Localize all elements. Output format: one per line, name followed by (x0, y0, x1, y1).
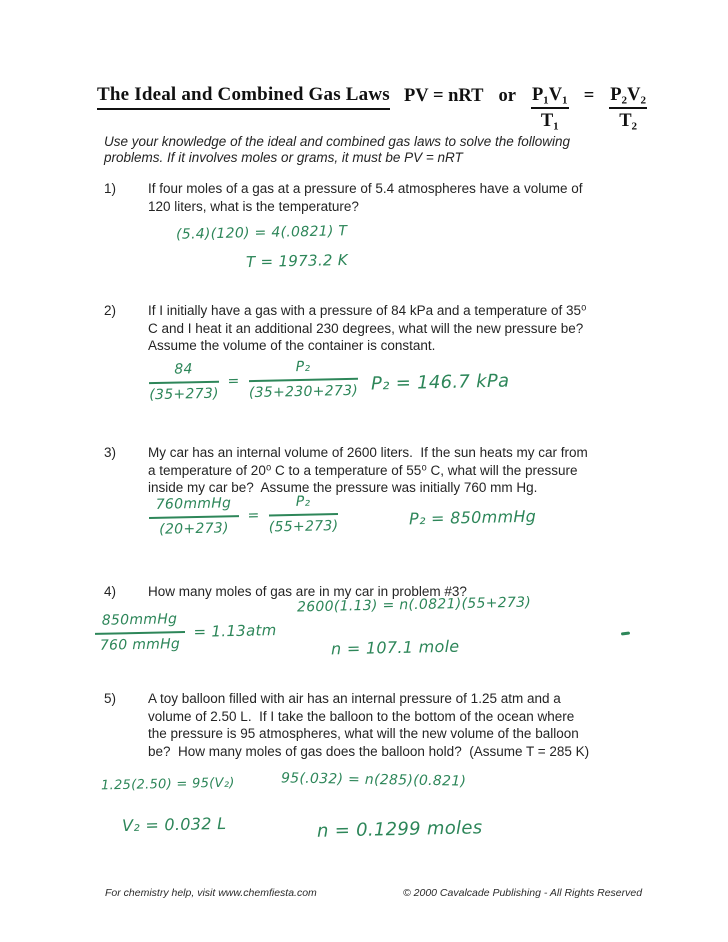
handwritten-p3-fraction-2: $\frac{\text{P₂}}{(55+273)}$ (268, 493, 339, 536)
stray-ink-mark (621, 631, 630, 635)
gas-law-formula (404, 84, 647, 133)
problem-2-text: If I initially have a gas with a pressure of 84 kPa and a temperature of 35⁰ C and I heat it an additional 230 degrees, what will the new pressure be? Assume the volume of the container is constant. (148, 303, 587, 354)
handwritten-p2-answer: P₂ = 146.7 kPa (370, 370, 510, 395)
handwritten-p3-answer: P₂ = 850mmHg (408, 506, 537, 529)
footer-copyright: © 2000 Cavalcade Publishing - All Rights Reserved (403, 887, 643, 899)
problem-1-number: 1) (104, 181, 117, 196)
problem-1-text: If four moles of a gas at a pressure of 5.4 atmospheres have a volume of 120 liters, what is the temperature? (148, 181, 583, 214)
handwritten-p5-right-equation: 95(.032) = n(285)(0.821) (280, 770, 467, 790)
combined-gas-fraction-2: $\frac{\text{P₂V₂}}{\text{T₂}}$ (610, 85, 647, 131)
handwritten-p4-equation: 2600(1.13) = n(.0821)(55+273) (296, 594, 532, 616)
combined-gas-fraction-1: $\frac{\text{P₁V₁}}{\text{T₁}}$ (531, 85, 568, 131)
handwritten-p5-right-answer: n = 0.1299 moles (316, 817, 483, 842)
handwritten-p2-equals: = (227, 373, 240, 390)
handwritten-p4-conversion-result: = 1.13atm (193, 621, 277, 641)
page-title: The Ideal and Combined Gas Laws (97, 84, 390, 110)
footer-help-text: For chemistry help, visit www.chemfiesta.com (105, 887, 317, 899)
handwritten-p3-work (149, 492, 339, 540)
problem-2-number: 2) (104, 303, 117, 318)
handwritten-p4-conversion (95, 608, 278, 656)
handwritten-p2-work (149, 357, 359, 405)
problem-5 (104, 690, 589, 760)
handwritten-p4-answer: n = 107.1 mole (330, 636, 460, 659)
handwritten-p2-fraction-1: $\frac{84}{(35+273)}$ (149, 361, 220, 404)
problem-3 (104, 444, 588, 497)
problem-3-number: 3) (104, 445, 117, 460)
formula-or: or (498, 86, 516, 106)
handwritten-p2-fraction-2: $\frac{\text{P₂}}{(35+230+273)}$ (248, 358, 359, 402)
problem-3-text: My car has an internal volume of 2600 liters. If the sun heats my car from a temperature of 20⁰ C to a temperature of 55⁰ C, what will the pressure inside my car be? Assume the pressure was initially 760 mm Hg. (148, 445, 588, 496)
handwritten-p5-left-equation: 1.25(2.50) = 95(V₂) (100, 775, 235, 794)
ideal-gas-formula: PV = nRT (404, 86, 484, 106)
handwritten-p4-fraction: 850mmHg 760 mmHg (95, 610, 185, 656)
handwritten-p3-fraction-1: 760mmHg (20+273) (149, 494, 239, 540)
problem-2 (104, 302, 586, 355)
problem-4-text: How many moles of gas are in my car in problem #3? (148, 584, 467, 599)
problem-5-number: 5) (104, 691, 117, 706)
formula-equals: = (583, 86, 595, 106)
handwritten-p1-answer: T = 1973.2 K (245, 250, 349, 272)
problem-4-number: 4) (104, 584, 117, 599)
handwritten-p3-equals: = (247, 507, 260, 524)
problem-1 (104, 180, 583, 215)
intro-instructions: Use your knowledge of the ideal and combined gas laws to solve the following problems. If it involves moles or grams, it must be PV = nRT (104, 134, 571, 165)
handwritten-p1-equation: (5.4)(120) = 4(.0821) T (175, 223, 348, 243)
handwritten-p5-left-answer: V₂ = 0.032 L (121, 813, 227, 836)
problem-5-text: A toy balloon filled with air has an internal pressure of 1.25 atm and a volume of 2.50 L. If I take the balloon to the bottom of the ocean where the pressure is 95 atmospheres, what will the new volume of the balloon be? How many moles of gas does the balloon hold? (Assume T = 285 K) (148, 691, 590, 759)
